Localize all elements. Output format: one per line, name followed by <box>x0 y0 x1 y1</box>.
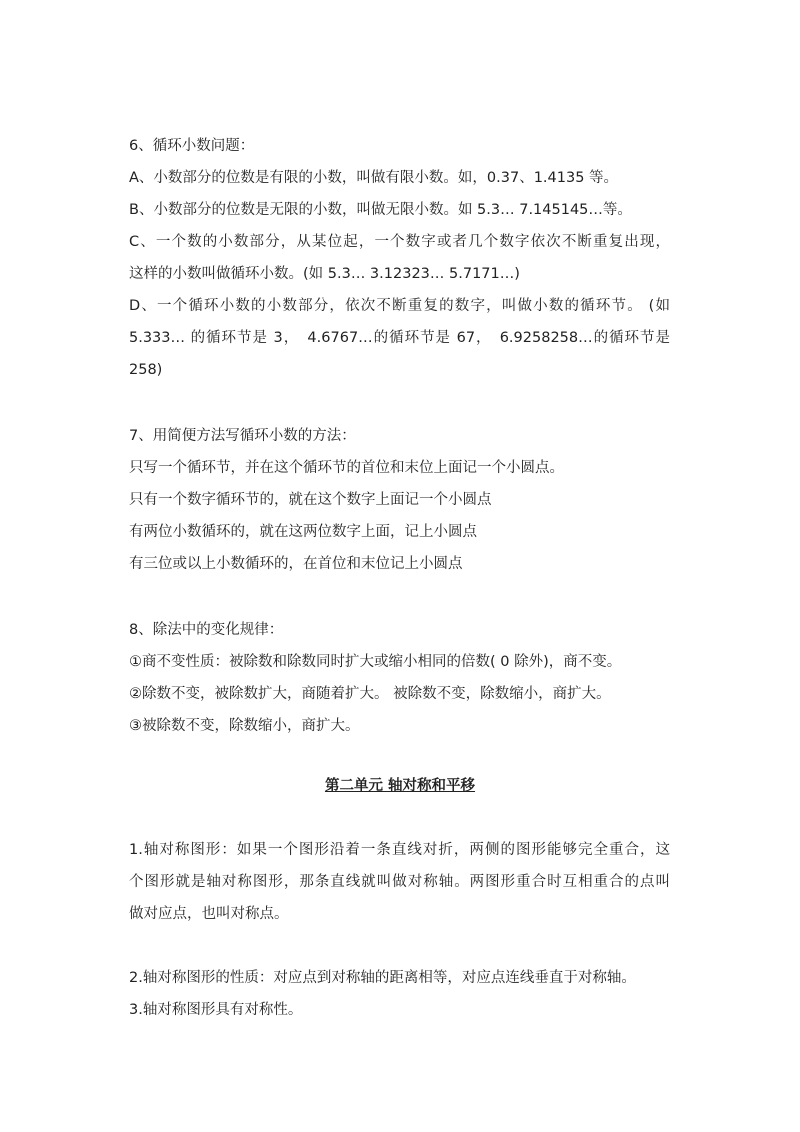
section-6-item-b: B、小数部分的位数是无限的小数，叫做无限小数。如 5.3… 7.145145…等。 <box>129 202 632 218</box>
unit-2-title: 第二单元 轴对称和平移 <box>324 778 476 794</box>
section-8-heading: 8、除法中的变化规律： <box>129 622 284 638</box>
section-8-line-1: ①商不变性质：被除数和除数同时扩大或缩小相同的倍数( 0 除外)，商不变。 <box>129 654 622 670</box>
unit-2-paragraph-1-line3: 做对应点，也叫对称点。 <box>129 906 289 922</box>
section-8-line-3: ③被除数不变，除数缩小，商扩大。 <box>129 718 360 734</box>
unit-2-paragraph-2: 2.轴对称图形的性质：对应点到对称轴的距离相等，对应点连线垂直于对称轴。 <box>129 970 636 986</box>
section-7-line-2: 只有一个数字循环节的，就在这个数字上面记一个小圆点 <box>129 492 492 508</box>
section-6-item-d-line3: 258) <box>129 362 163 378</box>
section-6-item-d-line1: D、一个循环小数的小数部分，依次不断重复的数字，叫做小数的循环节。 (如 <box>129 298 670 314</box>
section-7-line-3: 有两位小数循环的，就在这两位数字上面，记上小圆点 <box>129 524 477 540</box>
section-6-item-a: A、小数部分的位数是有限的小数，叫做有限小数。如，0.37、1.4135 等。 <box>129 170 619 186</box>
section-6-item-c-line2: 这样的小数叫做循环小数。(如 5.3… 3.12323… 5.7171…) <box>129 266 520 282</box>
section-7-line-1: 只写一个循环节，并在这个循环节的首位和末位上面记一个小圆点。 <box>129 460 564 476</box>
section-7-line-4: 有三位或以上小数循环的，在首位和末位记上小圆点 <box>129 556 463 572</box>
section-6-item-c-line1: C、一个数的小数部分，从某位起，一个数字或者几个数字依次不断重复出现， <box>129 234 670 250</box>
section-7-heading: 7、用简便方法写循环小数的方法： <box>129 428 356 444</box>
section-6-item-d-line2: 5.333… 的循环节是 3， 4.6767…的循环节是 67， 6.9258258…的循环节是 <box>129 330 670 346</box>
section-8-line-2: ②除数不变，被除数扩大，商随着扩大。 被除数不变，除数缩小，商扩大。 <box>129 686 611 702</box>
unit-2-paragraph-1-line2: 个图形就是轴对称图形，那条直线就叫做对称轴。两图形重合时互相重合的点叫 <box>129 874 670 890</box>
unit-2-paragraph-3: 3.轴对称图形具有对称性。 <box>129 1002 303 1018</box>
section-6-heading: 6、循环小数问题： <box>129 138 255 154</box>
unit-2-paragraph-1-line1: 1.轴对称图形：如果一个图形沿着一条直线对折，两侧的图形能够完全重合，这 <box>129 842 670 858</box>
